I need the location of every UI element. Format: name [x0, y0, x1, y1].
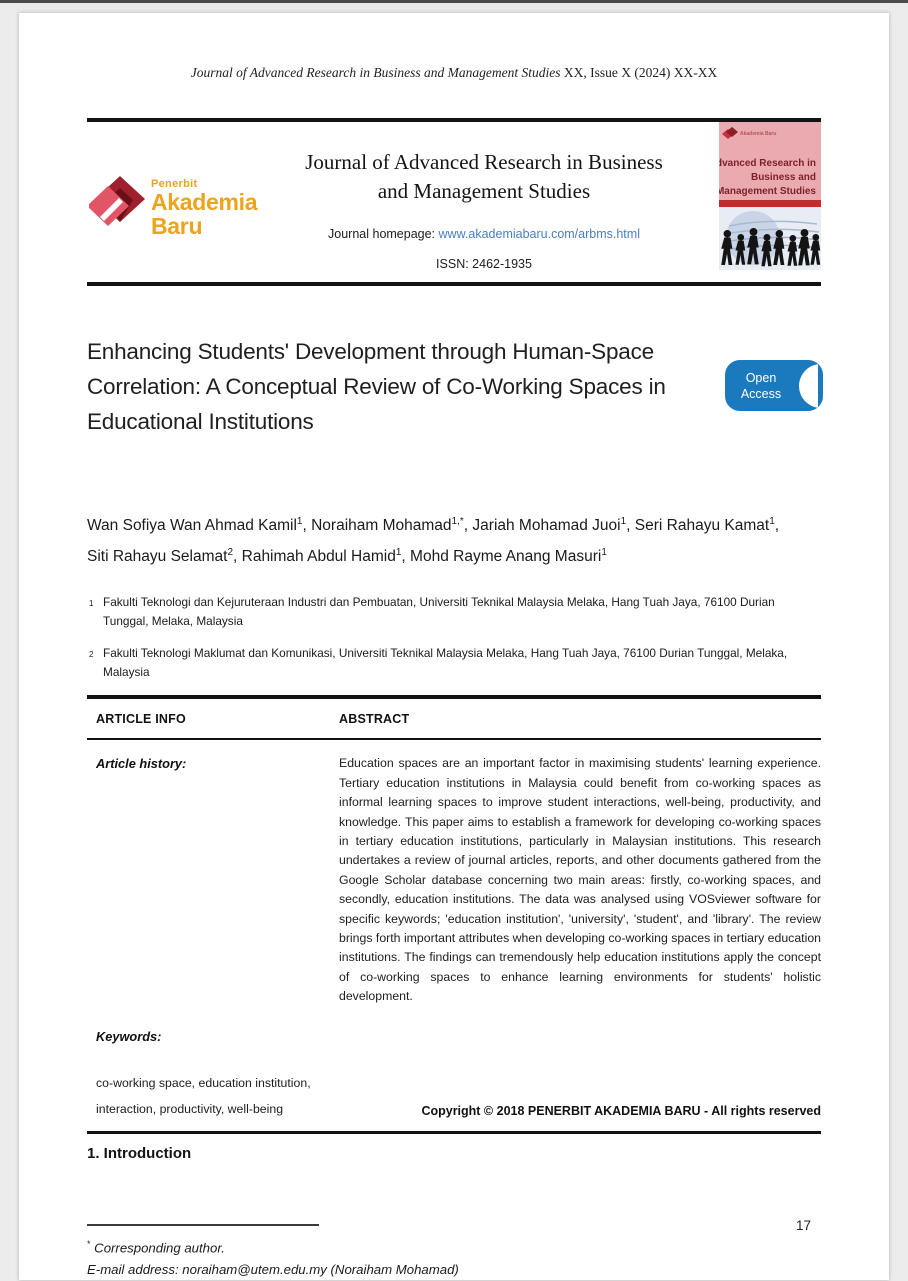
page-number: 17 — [795, 1218, 811, 1233]
journal-cover-image — [719, 122, 821, 270]
running-head-issue: XX, Issue X (2024) XX-XX — [560, 65, 718, 80]
author-name: Wan Sofiya Wan Ahmad Kamil — [87, 517, 297, 535]
author-name: Siti Rahayu Selamat — [87, 547, 228, 565]
cover-logo-text: Akademia Baru — [740, 131, 777, 137]
running-head-journal: Journal of Advanced Research in Business and Management Studies — [190, 65, 561, 80]
author-list: Wan Sofiya Wan Ahmad Kamil$^1$, Noraiham Mohamad$^{1,*}$, Jariah Mohamad Juoi$^1$, Seri Rahayu Kamat$^1$, Siti Rahayu Selamat$^2$, Rahimah Abdul Hamid$^1$, Mohd Rayme Anang Masuri$^1$ — [87, 516, 780, 565]
affiliation-item: 1 Fakulti Teknologi dan Kejuruteraan Industri dan Pembuatan, Universiti Teknikal Malaysia Melaka, Hang Tuah Jaya, 76100 Durian Tunggal, Melaka, Malaysia — [89, 595, 775, 629]
publisher-logo — [89, 172, 279, 242]
author-name: Mohd Rayme Anang Masuri — [410, 547, 602, 565]
email-line: E-mail address: noraiham@utem.edu.my (Noraiham Mohamad) — [87, 1261, 459, 1277]
table-bottom-rule — [87, 1131, 821, 1134]
abstract-header: ABSTRACT — [339, 712, 410, 727]
journal-homepage-line — [267, 227, 701, 241]
running-head — [87, 65, 821, 81]
journal-issn: ISSN: 2462-1935 — [436, 257, 532, 271]
publisher-logo-small-text: Penerbit — [151, 178, 198, 190]
publisher-logo-icon — [89, 174, 147, 236]
article-history-label: Article history: — [96, 756, 187, 772]
homepage-label: Journal homepage: — [328, 227, 439, 241]
svg-text:Advanced Research in: Advanced Research in — [719, 158, 816, 169]
open-access-badge[interactable] — [725, 360, 823, 411]
article-title: Enhancing Students' Development through Human-Space Correlation: A Conceptual Review of Co-Working Spaces in Educational Institutions — [87, 339, 666, 434]
svg-text:Management Studies: Management Studies — [719, 186, 816, 197]
footnote-block — [87, 1224, 821, 1281]
publisher-logo-wordmark — [151, 178, 279, 238]
abstract-text: Education spaces are an important factor in maximising students' learning experience. Tertiary education institutions in Malaysia could benefit from co-working spaces as informal learning spaces to improve student interactions, well-being, productivity, and knowledge. This paper aims to establish a framework for developing co-working spaces in tertiary education institutions, particularly in Malaysian institutions. This research undertakes a review of journal articles, reports, and other documents gathered from the Google Scholar database concerning two main areas: firstly, co-working spaces, and secondly, education institutions. The data was analysed using VOSviewer software for specific keywords; 'education institution', 'university', 'student', and 'library'. The review brings forth important attributes when developing co-working spaces in tertiary education institutions. The findings can tremendously help education institutions apply the concept of co-working spaces to enhance learning environments for students' holistic development. — [339, 756, 821, 1004]
author-name: Noraiham Mohamad — [311, 517, 452, 535]
journal-title: Journal of Advanced Research in Business and Management Studies — [305, 150, 663, 203]
journal-masthead — [87, 118, 821, 286]
document-page — [19, 13, 889, 1280]
article-info-table — [87, 695, 821, 1133]
author-name: Jariah Mohamad Juoi — [472, 517, 621, 535]
svg-text:Business and: Business and — [750, 172, 816, 183]
section-heading-introduction: 1. Introduction — [87, 1144, 192, 1162]
keywords-label: Keywords: — [96, 1028, 162, 1044]
footnote-rule — [87, 1224, 319, 1226]
copyright-notice: Copyright © 2018 PENERBIT AKADEMIA BARU - All rights reserved — [421, 1103, 821, 1118]
affiliation-list — [87, 593, 821, 682]
corresponding-author-note: * Corresponding author. — [87, 1238, 225, 1255]
author-name: Rahimah Abdul Hamid — [241, 547, 396, 565]
article-info-header: ARTICLE INFO — [96, 712, 186, 727]
open-access-label: Open Access — [740, 370, 782, 401]
homepage-link[interactable]: www.akademiabaru.com/arbms.html — [438, 227, 640, 241]
email-link[interactable]: noraiham@utem.edu.my — [182, 1261, 327, 1277]
viewer-top-divider — [0, 0, 908, 3]
affiliation-item: 2 Fakulti Teknologi Maklumat dan Komunikasi, Universiti Teknikal Malaysia Melaka, Hang Tuah Jaya, 76100 Durian Tunggal, Melaka, Malaysia — [89, 646, 788, 680]
publisher-logo-large-text: Akademia Baru — [151, 189, 258, 239]
author-name: Seri Rahayu Kamat — [634, 517, 770, 535]
keywords-text: co-working space, education institution, interaction, productivity, well-being — [96, 1075, 311, 1116]
